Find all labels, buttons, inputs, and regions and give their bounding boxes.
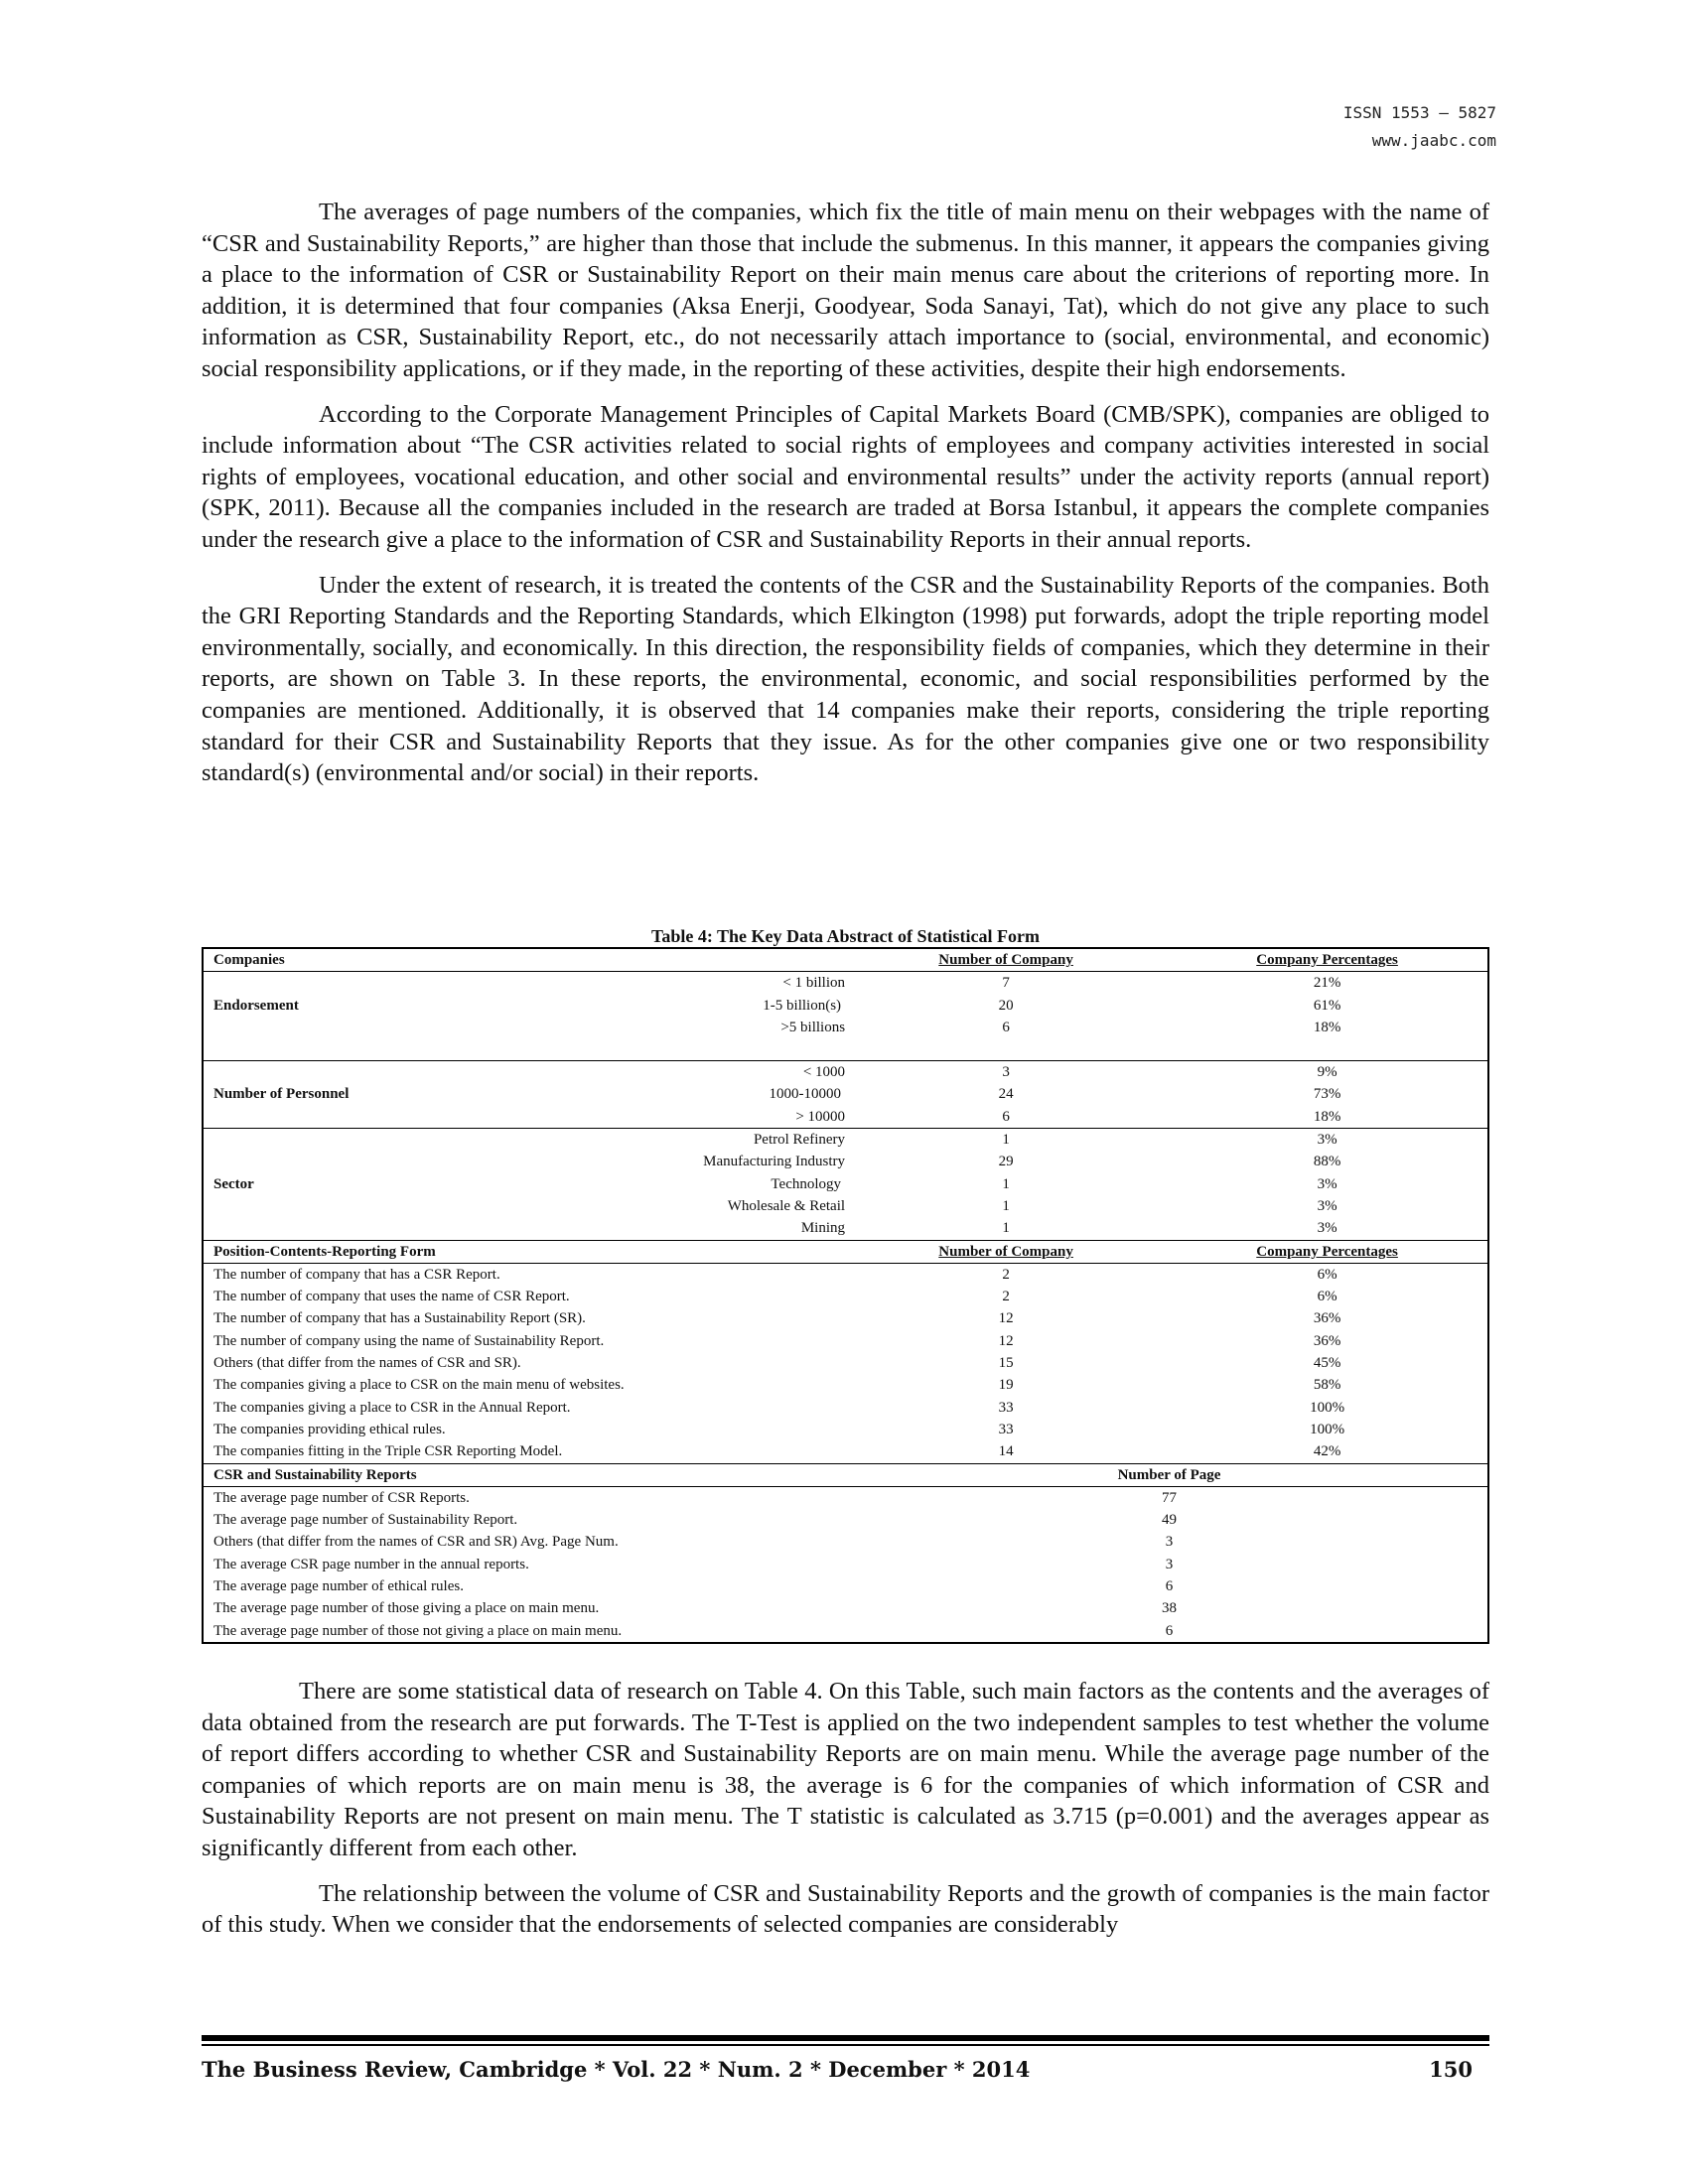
group-name: Number of Personnel — [213, 1086, 350, 1103]
table-caption: Table 4: The Key Data Abstract of Statistical Form — [651, 926, 1040, 946]
cell-count: 1 — [1002, 1220, 1010, 1237]
cell-percentage: 3% — [1317, 1197, 1337, 1214]
row-label: Others (that differ from the names of CSR and SR). — [213, 1355, 521, 1372]
column-header: CSR and Sustainability Reports — [203, 1463, 845, 1486]
cell-percentage: 9% — [1161, 1061, 1488, 1084]
cell-count: 7 — [1002, 975, 1010, 992]
cell-pages: 3 — [1165, 1556, 1174, 1572]
row-label: Wholesale & Retail — [727, 1197, 846, 1214]
cell-count: 1 — [1002, 1197, 1010, 1214]
row-label: The average page number of ethical rules. — [213, 1578, 464, 1595]
row-label: < 1 billion — [782, 975, 846, 992]
table-row — [203, 1286, 1488, 1307]
row-label: The number of company that uses the name of CSR Report. — [213, 1289, 570, 1305]
cell-count: 1 — [1002, 1175, 1010, 1192]
group-name: Endorsement — [213, 997, 299, 1014]
table-row — [203, 995, 1488, 1017]
column-header: Number of Page — [845, 1463, 1488, 1486]
row-label: Manufacturing Industry — [703, 1154, 846, 1170]
row-label: 1000-10000 — [769, 1086, 842, 1103]
row-label: The companies giving a place to CSR on the main menu of websites. — [213, 1377, 625, 1394]
table-row — [203, 1374, 1488, 1396]
cell-percentage: 42% — [1313, 1443, 1341, 1460]
cell-count: 12 — [998, 1310, 1014, 1327]
row-label: The average page number of Sustainability Report. — [213, 1512, 518, 1529]
journal-citation: The Business Review, Cambridge * Vol. 22 * Num. 2 * December * 2014 — [202, 2057, 1031, 2082]
body-text-bottom — [202, 1676, 1489, 1955]
cell-count: 6 — [1002, 1108, 1010, 1125]
column-header: Company Percentages — [1161, 1240, 1488, 1263]
row-label: The companies providing ethical rules. — [213, 1421, 446, 1437]
cell-percentage: 100% — [1310, 1399, 1345, 1416]
cell-percentage: 21% — [1313, 975, 1341, 992]
cell-percentage: 58% — [1313, 1377, 1341, 1394]
cell-percentage: 73% — [1313, 1086, 1341, 1103]
footer-divider — [202, 2035, 1489, 2041]
table-header-row — [203, 948, 1488, 972]
cell-count: 6 — [1002, 1019, 1010, 1035]
cell-percentage: 3% — [1161, 1129, 1488, 1152]
row-label: The number of company using the name of Sustainability Report. — [213, 1332, 605, 1349]
journal-website: www.jaabc.com — [1371, 131, 1496, 150]
cell-count: 2 — [1002, 1289, 1010, 1305]
cell-count: 29 — [998, 1154, 1014, 1170]
column-header: Company Percentages — [1161, 948, 1488, 972]
cell-pages: 38 — [1162, 1600, 1178, 1617]
page-number: 150 — [1429, 2057, 1473, 2082]
group-name: Sector — [213, 1175, 254, 1192]
statistics-table — [202, 947, 1489, 1644]
body-text-top — [202, 197, 1489, 803]
cell-count: 20 — [998, 997, 1014, 1014]
cell-pages: 6 — [1165, 1622, 1174, 1639]
cell-percentage: 18% — [1313, 1019, 1341, 1035]
cell-count: 2 — [1002, 1266, 1010, 1283]
paragraph: The relationship between the volume of CSR and Sustainability Reports and the growth of companies is the main factor of this study. When we consider that the endorsements of selected companies are considerably — [202, 1879, 1489, 1939]
table-row — [203, 1486, 1488, 1509]
table-4 — [202, 925, 1489, 1644]
issn-label: ISSN 1553 – 5827 — [1342, 103, 1496, 122]
table-row — [203, 1554, 1488, 1575]
page-footer — [202, 2057, 1473, 2082]
table-row — [203, 1575, 1488, 1597]
table-row — [203, 1217, 1488, 1240]
paragraph: Under the extent of research, it is treated the contents of the CSR and the Sustainability Reports of the companies. Both the GRI Reporting Standards and the Reporting Standards, which Elkington (1998) put forwards, adopt the triple reporting model environmentally, socially, and economically. In this direction, the responsibility fields of companies, which they determine in their reports, are shown on Table 3. In these reports, the environmental, economic, and social responsibilities performed by the companies are mentioned. Additionally, it is observed that 14 companies make their reports, considering the triple reporting standard for their CSR and Sustainability Reports that they issue. As for the other companies give one or two responsibility standard(s) (environmental and/or social) in their reports. — [202, 571, 1489, 787]
table-row — [203, 1263, 1488, 1286]
column-header: Companies — [203, 948, 845, 972]
column-header: Number of Company — [845, 948, 1161, 972]
cell-percentage: 3% — [1317, 1175, 1337, 1192]
table-row — [203, 972, 1488, 995]
table-row — [203, 1307, 1488, 1329]
table-row — [203, 1017, 1488, 1038]
table-row — [203, 1330, 1488, 1352]
table-row — [203, 1061, 1488, 1084]
cell-pages: 6 — [1165, 1578, 1174, 1595]
column-header: Number of Company — [845, 1240, 1161, 1263]
spacer-row — [203, 1038, 1488, 1061]
row-label: The average page number of CSR Reports. — [213, 1489, 470, 1506]
table-header-row — [203, 1240, 1488, 1263]
table-row — [203, 1129, 1488, 1152]
paragraph: The averages of page numbers of the companies, which fix the title of main menu on their webpages with the name of “CSR and Sustainability Reports,” are higher than those that include the submenus. In this manner, it appears the companies giving a place to the information of CSR or Sustainability Report on their main menus care about the criterions of reporting more. In addition, it is determined that four companies (Aksa Enerji, Goodyear, Soda Sanayi, Tat), which do not give any place to such information as CSR, Sustainability Report, etc., do not necessarily attach importance to (social, environmental, and economic) social responsibility applications, or if they made, in the reporting of these activities, despite their high endorsements. — [202, 199, 1489, 382]
row-label: The companies giving a place to CSR in the Annual Report. — [213, 1399, 571, 1416]
cell-count: 1 — [845, 1129, 1161, 1152]
row-label: The number of company that has a Sustainability Report (SR). — [213, 1310, 586, 1327]
cell-percentage: 36% — [1313, 1332, 1341, 1349]
cell-pages: 77 — [1162, 1489, 1178, 1506]
row-label: The companies fitting in the Triple CSR Reporting Model. — [213, 1443, 563, 1460]
row-label: The average page number of those not giving a place on main menu. — [213, 1622, 623, 1639]
cell-percentage: 3% — [1317, 1220, 1337, 1237]
table-row — [203, 1531, 1488, 1553]
cell-count: 15 — [998, 1355, 1014, 1372]
row-label-cell — [203, 995, 845, 1017]
row-label: Petrol Refinery — [203, 1129, 845, 1152]
cell-count: 33 — [998, 1421, 1014, 1437]
table-row — [203, 1352, 1488, 1374]
row-label: The average page number of those giving a place on main menu. — [213, 1600, 600, 1617]
paragraph: According to the Corporate Management Principles of Capital Markets Board (CMB/SPK), companies are obliged to include information about “The CSR activities related to social rights of employees and company activities interested in social rights of employees, vocational education, and other social and environmental results” under the activity reports (annual report) (SPK, 2011). Because all the companies included in the research are traded at Borsa Istanbul, it appears the complete companies under the research give a place to the information of CSR and Sustainability Reports in their annual reports. — [202, 400, 1489, 553]
cell-count: 33 — [998, 1399, 1014, 1416]
row-label: The average CSR page number in the annual reports. — [213, 1556, 529, 1572]
cell-percentage: 61% — [1313, 997, 1341, 1014]
cell-pages: 3 — [1165, 1534, 1174, 1551]
row-label: 1-5 billion(s) — [763, 997, 842, 1014]
cell-percentage: 88% — [1313, 1154, 1341, 1170]
table-row — [203, 1419, 1488, 1440]
table-header-row — [203, 1463, 1488, 1486]
cell-count: 14 — [998, 1443, 1014, 1460]
column-header: Position-Contents-Reporting Form — [203, 1240, 845, 1263]
cell-percentage: 45% — [1313, 1355, 1341, 1372]
running-header — [1343, 99, 1496, 155]
row-label: Technology — [771, 1175, 842, 1192]
table-row — [203, 1083, 1488, 1105]
row-label: Others (that differ from the names of CSR and SR) Avg. Page Num. — [213, 1534, 619, 1551]
cell-pages: 49 — [1162, 1512, 1178, 1529]
table-row — [203, 1173, 1488, 1195]
cell-percentage: 6% — [1317, 1266, 1337, 1283]
cell-percentage: 100% — [1310, 1421, 1345, 1437]
table-row — [203, 1397, 1488, 1419]
cell-count: 3 — [845, 1061, 1161, 1084]
row-label-cell — [203, 1083, 845, 1105]
cell-percentage: 6% — [1317, 1289, 1337, 1305]
table-row — [203, 1106, 1488, 1129]
cell-percentage: 36% — [1313, 1310, 1341, 1327]
cell-percentage: 18% — [1313, 1108, 1341, 1125]
table-row — [203, 1597, 1488, 1619]
cell-count: 24 — [998, 1086, 1014, 1103]
row-label: Mining — [800, 1220, 846, 1237]
row-label: < 1000 — [203, 1061, 845, 1084]
table-row — [203, 1509, 1488, 1531]
table-row — [203, 1440, 1488, 1463]
table-row — [203, 1195, 1488, 1217]
row-label: >5 billions — [780, 1019, 846, 1035]
table-row — [203, 1151, 1488, 1172]
cell-count: 19 — [998, 1377, 1014, 1394]
row-label: The number of company that has a CSR Report. — [213, 1266, 500, 1283]
row-label-cell — [203, 1173, 845, 1195]
row-label: > 10000 — [795, 1108, 846, 1125]
table-row — [203, 1620, 1488, 1643]
footer-divider-thin — [202, 2044, 1489, 2046]
paragraph: There are some statistical data of research on Table 4. On this Table, such main factors as the contents and the averages of data obtained from the research are put forwards. The T-Test is applied on the two independent samples to test whether the volume of report differs according to whether CSR and Sustainability Reports are on main menu. While the average page number of the companies of which reports are on main menu is 38, the average is 6 for the companies of which information of CSR and Sustainability Reports are not present on main menu. The T statistic is calculated as 3.715 (p=0.001) and the averages appear as significantly different from each other. — [202, 1678, 1489, 1861]
cell-count: 12 — [998, 1332, 1014, 1349]
